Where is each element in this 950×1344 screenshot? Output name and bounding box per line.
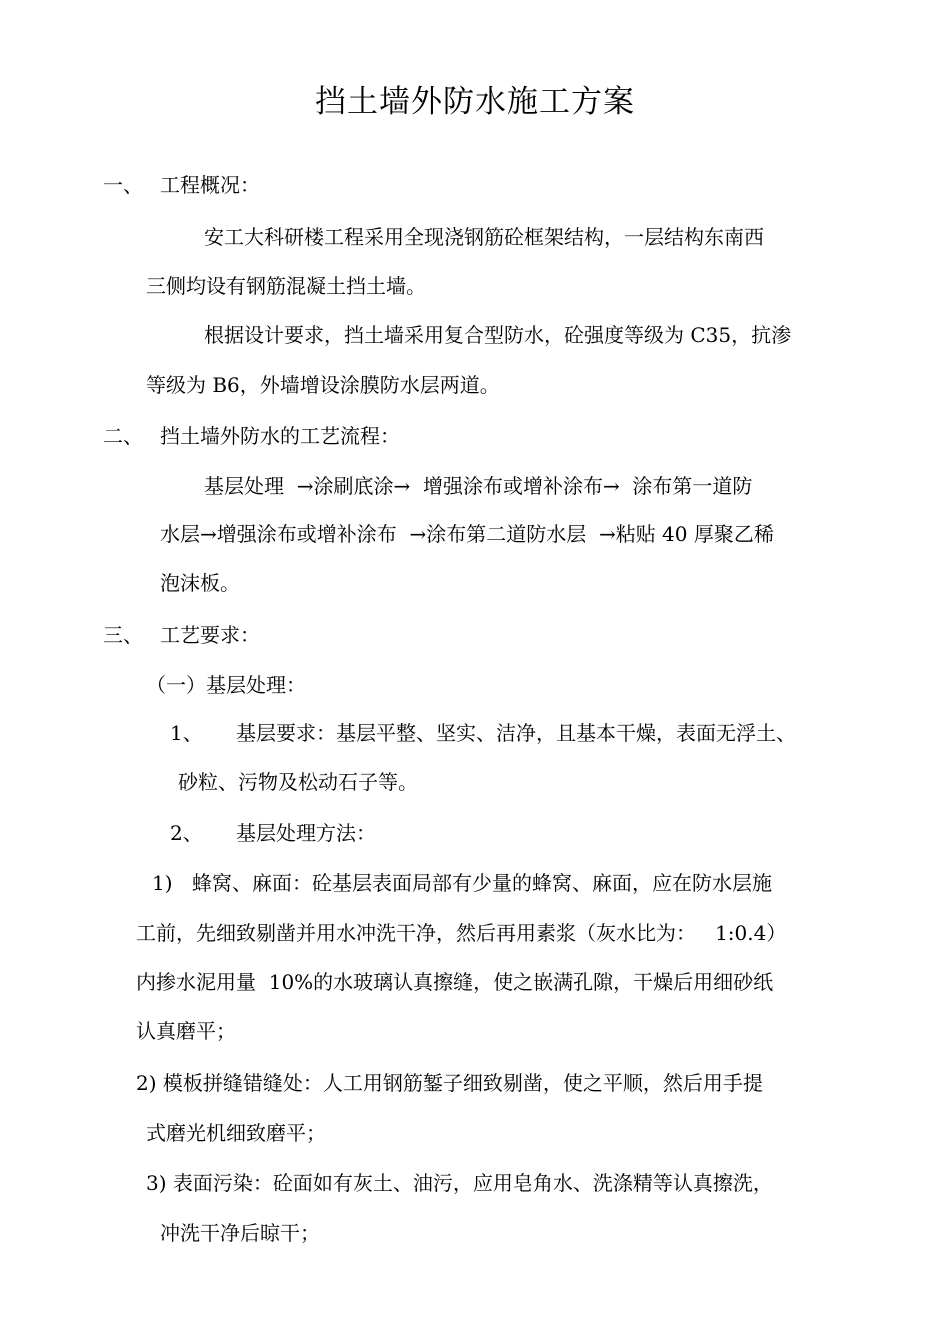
section1-paragraph2-line1: 根据设计要求，挡土墙采用复合型防水，砼强度等级为 C35，抗渗 — [204, 323, 792, 347]
method2-line1: 2) 模板拼缝错缝处：人工用钢筋錾子细致剔凿，使之平顺，然后用手提 — [136, 1071, 763, 1095]
subsection1-heading: （一）基层处理： — [146, 673, 306, 697]
item2-number: 2、 — [170, 821, 203, 845]
item2-line1: 基层处理方法： — [236, 821, 376, 845]
method2-line2: 式磨光机细致磨平； — [146, 1121, 326, 1145]
item1-line1: 基层要求：基层平整、坚实、洁净，且基本干燥，表面无浮土、 — [236, 721, 796, 745]
method1-line1: 蜂窝、麻面：砼基层表面局部有少量的蜂窝、麻面，应在防水层施 — [192, 871, 772, 895]
method3-line1: 3) 表面污染：砼面如有灰土、油污，应用皂角水、洗涤精等认真擦洗， — [146, 1171, 773, 1195]
method1-number: 1) — [152, 871, 173, 895]
method1-line3: 内掺水泥用量 10%的水玻璃认真擦缝，使之嵌满孔隙，干燥后用细砂纸 — [136, 970, 774, 994]
section1-paragraph1-line1: 安工大科研楼工程采用全现浇钢筋砼框架结构，一层结构东南西 — [204, 225, 764, 249]
section2-number: 二、 — [103, 424, 143, 448]
section2-flow-line3: 泡沫板。 — [160, 571, 240, 595]
section1-paragraph2-line2: 等级为 B6，外墙增设涂膜防水层两道。 — [146, 373, 500, 397]
section2-heading: 挡土墙外防水的工艺流程： — [160, 424, 400, 448]
section1-paragraph1-line2: 三侧均设有钢筋混凝土挡土墙。 — [146, 274, 426, 298]
section3-heading: 工艺要求： — [160, 623, 260, 647]
item1-line2: 砂粒、污物及松动石子等。 — [178, 770, 418, 794]
item1-number: 1、 — [170, 721, 203, 745]
section2-flow-line1: 基层处理 →涂刷底涂→ 增强涂布或增补涂布→ 涂布第一道防 — [204, 474, 753, 498]
section3-number: 三、 — [103, 623, 143, 647]
method1-line2: 工前，先细致剔凿并用水冲洗干净，然后再用素浆（灰水比为： 1:0.4） — [136, 921, 787, 945]
section1-heading: 工程概况： — [160, 173, 260, 197]
method3-line2: 冲洗干净后晾干； — [160, 1221, 320, 1245]
section1-number: 一、 — [103, 173, 143, 197]
section2-flow-line2: 水层→增强涂布或增补涂布 →涂布第二道防水层 →粘贴 40 厚聚乙稀 — [160, 522, 774, 546]
document-title: 挡土墙外防水施工方案 — [315, 84, 635, 120]
method1-line4: 认真磨平； — [136, 1019, 236, 1043]
